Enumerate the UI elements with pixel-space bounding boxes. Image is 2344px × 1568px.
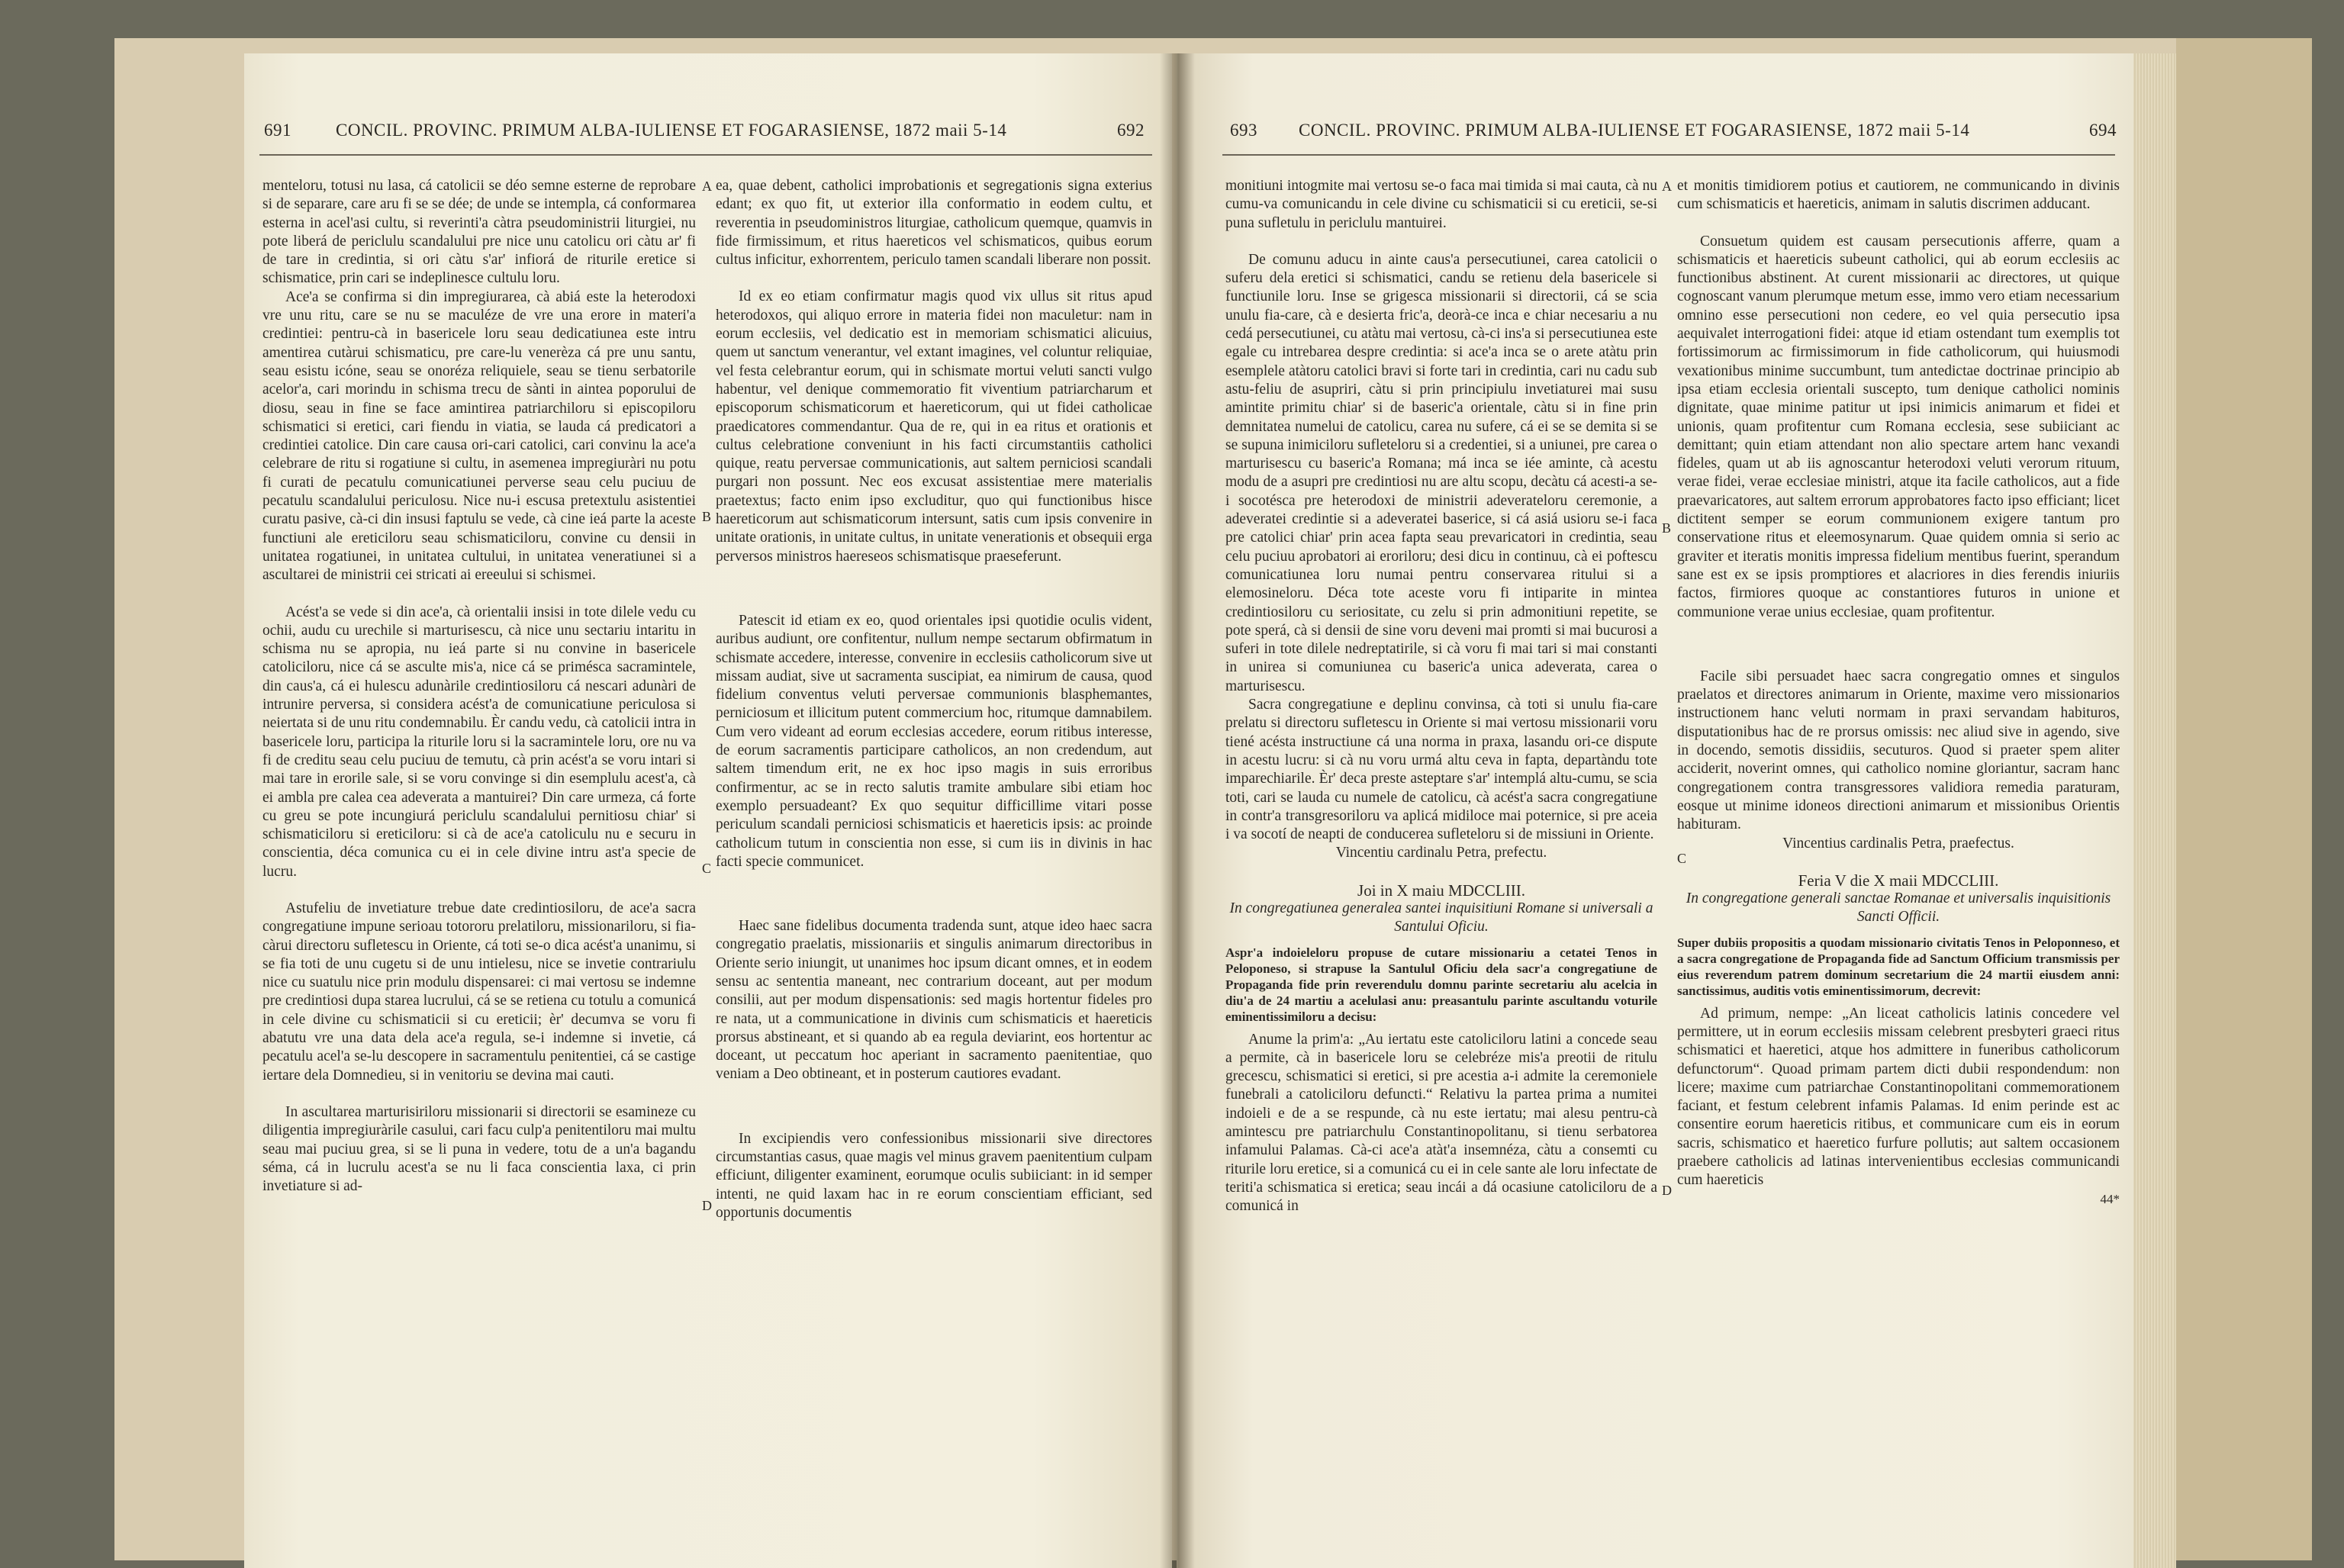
running-title: CONCIL. PROVINC. PRIMUM ALBA-IULIENSE ET FOGARASIENSE, 1872 maii 5-14 [336, 121, 1007, 140]
latin-column [1677, 177, 2120, 1209]
paragraph: Anume la prim'a: „Au iertatu este catoliciloru latini a concede seau a permite, cà in basericele loru se celebréze mis'a preotii de ritulu grecescu, schismatici si eretici, si pre acestia a-i admite la ceremoniele funebrali a catoliciloru defuncti.“ Relativu la partea prima a numitei indoieli e de a se respunde, cà nu este iertatu; mai alesu pentru-cà amintescu pre patriarchulu Constantinopolitanu, si tienu serbatorea infamului Palamas. Cà-ci ace'a atàt'a insemnéza, càtu a consemti cu riturile loru eretice, si a comunicá cu ei in cele sante ale loru infectate de teriti'a schismatica si eretica; seau incái a dá ocasiune catoliciloru de a comunicá in [1225, 1031, 1657, 1215]
signature: Vincentius cardinalis Petra, praefectus. [1782, 835, 2014, 852]
paragraph: Astufeliu de invetiature trebue date credintiosiloru, de ace'a sacra congregatiune impune serioau totororu prelatiloru, missionariloru, si fia-càrui directoru sufletescu in Oriente, cá toti se-o dica acést'a unanimu, si se fia toti de unu cugetu si de unu intielesu, nice se invetie contrariulu nice cu suatulu nice prin modulu dispensarei: ci mai vertosu se indemne pre credintiosi dupa starea lucrului, cá se se retiena cu totulu a comunicá in cele divine cu schismaticii si cu ereticii; èr' decumva se voru fi abatutu vre una data dela ace'a regula, se-i indemne si invetie, cá pecatulu acel'a se-lu descopere in sacramentulu penitentiei, cá se castige iertare dela Domnedieu, si in venitoriu se devina mai cauti. [262, 900, 696, 1083]
page-number: 692 [1117, 121, 1145, 140]
latin-column [716, 177, 1152, 1222]
right-page [1177, 53, 2133, 1568]
paragraph: Patescit id etiam ex eo, quod orientales ipsi quotidie oculis vident, auribus audiunt, ore confitentur, nullum nempe sectarum obfirmatum in schismate accedere, interesse, convenire in ecclesiis catholicorum sive ut missam audiat, sive ut sacramenta suscipiat, ea nimirum de causa, quod fidelium conventus veluti perversae communionis blasphemantes, perniciosum et illicitum putent commercium hoc, ritumque damnabilem. Cum vero videant ad eorum ecclesias accedere, eorum ritibus interesse, de eorum sacramentis participare catholicos, an non credendum, aut saltem timendum erit, ne ex hoc ipso magis in suis erroribus confirmentur, ac se in recto salutis tramite ambulare sibi etiam hoc exemplo persuadeant? Ex quo sequitur difficillime vitari posse periculum scandali perniciosi schismaticis et haereticis ipsis: ac proinde catholicum tutum in conscientia non esse, si cum iis in divinis in hac facti specie communicet. [716, 612, 1152, 870]
right-page-header [1177, 121, 2133, 151]
page-edges [2133, 53, 2176, 1568]
page-number: 693 [1230, 121, 1257, 140]
page-number: 694 [2089, 121, 2117, 140]
decree-summary: Super dubiis propositis a quodam missionario civitatis Tenos in Peloponneso, et a sacra congregatione de Propaganda fide ad Sanctum Officium transmissis per eius reverendum patrem dominum secretarium die 24 martii eiusdem anni: sanctissimus, auditis votis eminentissimorum, decrevit: [1677, 935, 2120, 998]
section-marker: C [1677, 851, 1687, 866]
section-marker: D [702, 1198, 712, 1213]
page-number: 691 [264, 121, 291, 140]
left-page-header [244, 121, 1172, 151]
section-marker: D [1662, 1183, 1672, 1198]
paragraph: ea, quae debent, catholici improbationis et segregationis signa exterius edant; ex quo fit, ut exterior illa conformatio in eodem cultu, et reverentia in pseudoministros liturgiae, catholicum quemque, quamvis in fide firmissimum, et ritus haereticos vel schismaticos, quibus eorum cultus inficitur, exhorrentem, periculo tamen scandali liberare non possit. [716, 178, 1152, 269]
paragraph: In ascultarea marturisiriloru missionarii si directorii se esamineze cu diligentia impregiuràrile casului, cari facu culp'a penitentiloru mai multu seau mai puciuu grea, si se li puna in vedere, totu de a un'a bagandu séma, cá in lucrulu acest'a se nu li faca conscientia laxa, ci prin invetiature si ad- [262, 1103, 696, 1195]
romanian-column [262, 177, 696, 1196]
section-heading: Feria V die X maii MDCCLIII. [1798, 871, 1999, 890]
paragraph: In excipiendis vero confessionibus missionarii sive directores circumstantias casus, quae magis vel minus gravem paenitentium culpam efficiunt, diligenter examinent, eorumque oculis subiiciant: in id semper intenti, ne quid laxam hac in re eorum conscientiam efficiant, sed opportunis documentis [716, 1130, 1152, 1221]
section-subheading: In congregatiunea generalea santei inquisitiuni Romane si universali a Santului Oficiu. [1229, 900, 1653, 935]
header-rule [259, 154, 1152, 156]
section-marker: B [1662, 520, 1672, 536]
paragraph: Sacra congregatiune e deplinu convinsa, cà toti si unulu fia-care prelatu si directoru sufletescu in Oriente si mai vertosu missionarii voru tiené acésta instructiune cá una norma in praxa, lasandu ori-ce dispute in acestu lucru: si cà nu voru urmá altu ceva in fapta, departàndu tote imparechiarile. Èr' deca preste asteptare s'ar' intemplá altu-cumu, se scia toti, cari se lauda cu numele de catolicu, cà acést'a sacra congregatiune in contr'a transgresoriloru va aplicá midiloce mai poternice, si pre aceia i va socotí de neapti de conducerea sufleteloru si de missiuni in Oriente. [1225, 697, 1657, 843]
decree-summary: Aspr'a indoieleloru propuse de cutare missionariu a cetatei Tenos in Peloponeso, si strapuse la Santulul Oficiu dela sacr'a congregatiune de Propaganda fide prin reverendulu domnu parinte secretariu alu acelcia in diu'a de 24 martiu a acelulasi anu: preasantulu parinte ascultandu voturile eminentissimiloru a decisu: [1225, 945, 1657, 1024]
left-page [244, 53, 1172, 1568]
book-cover [2176, 38, 2312, 1560]
paragraph: Ace'a se confirma si din impregiurarea, cà abiá este la heterodoxi vre unu ritu, care se nu se maculéze de vre una erore in materi'a credintiei: pentru-cà in basericele loru seau dedicatiunea este intru amentirea cutàrui schismaticu, pre care-lu venerèza cá pre unu santu, seau esistu icóne, seau se onoréza reliquiele, seau se tienu serbatorile acelor'a, cari morindu in schisma trecu de sànti in aintea poporului de diosu, seau in fine se face amintirea patriarchiloru si episcopiloru schismatici si eretici, cari fiendu in viatia, se lauda cá predicatori a credintiei catolice. Din care causa ori-cari catolici, cari convinu la ace'a celebrare de ritu si rogatiune si cultu, in asemenea impregiuràri nu potu fi curati de pecatulu comunicatiunei perverse seau celu puciuu de pecatulu scandalului periculosu. Nice nu-i escusa pretextulu asistentiei curatu pasive, cà-ci din insusi faptulu se vede, cà cine ieá parte la aceste functiuni ale ereticiloru seau schismaticiloru, convine cu densii in unitatea rogatiunei, in unitatea cultului, in unitatea veneratiunei si a ascultarei de ministrii cei stricati ai ereeului si schismei. [262, 288, 696, 584]
section-marker: B [702, 509, 712, 524]
signature: Vincentiu cardinalu Petra, prefectu. [1335, 845, 1547, 861]
paragraph: De comunu aducu in ainte caus'a persecutiunei, carea catolicii o suferu dela eretici si schismatici, candu se retienu dela basericele si functiunile loru. Inse se grigesca missionarii si directorii, cá se scia unulu fia-care, cà e desierta fric'a, deorà-ce inca e chiar necesariu a nu cedá persecutiunei, cu atàtu mai vertosu, cà-ci ins'a si persecutiunea este egale cu intrebarea despre credintia: si ace'a inca se o arete atàtu prin esemplele atàtoru catolici bravi si forte tari in credintia, cari nu cadu sub astu-feliu de asupriri, càtu si prin principiulu invetiaturei mai susu amintite primitu chiar' si de baseric'a orientale, càtu si in fine prin demnitatea numelui de catolicu, carea nu sufere, cá ei se se demita si se se supuna inimiciloru sufleteloru si a credentiei, si a uniunei, pre carea o marturisescu cu baseric'a Romana; má inca se iée aminte, cà acestu modu de a asupri pre credintiosi nu are altu scopu, decàtu cá acesti-a se-i socotésca pre heterodoxi de ministrii adeverateloru ceremonie, a adeveratei credintie si a adeveratei baserice, si cá asiá usioru se-i faca pre catolici chiar' prin acea fapta seau prevaricatori in credintia, seau celu puciuu aprobatori ai eroriloru; desi dicu in continuu, cà ei poftescu comunicatiunea loru numai pentru conservarea ritului si a elemosineloru. Déca tote aceste voru fi intiparite in mintea credintiosiloru cu seriositate, cu zelu si prin admonitiuni repetite, se pote sperá, cà si densii de sine voru deveni mai promti si mai bucurosi a suferi in tote dilele nedreptatirile, si cà voru fi mai tari si mai constanti in unirea si comuniunea cu baseric'a unica adeverata, carea o marturisescu. [1225, 251, 1657, 694]
paragraph: Id ex eo etiam confirmatur magis quod vix ullus sit ritus apud heterodoxos, qui aliquo errore in materia fidei non maculetur: nam in eorum ecclesiis, vel dedicatio est in memoriam schismatici alicuius, quem ut sanctum venerantur, vel extant imagines, vel coluntur reliquiae, vel festa celebrantur eorum, qui in schismate mortui veluti sancti vulgo habentur, vel denique commemoratio fit viventium patriarcharum et episcoporum schismaticorum et haereticorum, qui ut fidei catholicae praedicatores commendantur. Qua de re, qui in ea ritus et orationis et cultus celebratione conveniunt in his facti circumstantiis catholici quique, reatu perversae communicationis, aut saltem perniciosi scandali purgari non possunt. Nec eos excusat assistentiae mere materialis praetextus; facto enim ipso excluditur, quo qui functionibus hisce haereticorum aut schismaticorum intersunt, satis cum ipsis convenire in unitate orationis, in unitate cultus, in unitate venerationis et obsequii erga perversos ministros haereseos schismatisque praeseferunt. [716, 288, 1152, 565]
paragraph: menteloru, totusi nu lasa, cá catolicii se déo semne esterne de reprobare si de separare, care aru fi se se dée; de unde se intempla, cá conformarea esterna in acel'asi cultu, si reverinti'a càtra pseudoministrii liturgiei, nu pote liberá de periclulu scandalului pre nice unu catolicu ori càtu ar' fi de tare in credintia, si ori càtu s'ar' infiorá de riturile eretice si schismatice, prin cari se indeplinesce cultulu loru. [262, 178, 696, 287]
header-rule [1222, 154, 2115, 156]
paragraph: Facile sibi persuadet haec sacra congregatio omnes et singulos praelatos et directores animarum in Oriente, maxime vero missionarios instructionem hanc veluti normam in praxi servandam habituros, disputationibus hac de re prorsus omissis: nec aliud sive in agendo, sive in docendo, semotis dissidiis, secuturos. Quod si praeter spem aliter acciderit, noverint omnes, qui catholico nomine gloriantur, sacram hanc congregationem contra transgressores validiora remedia paraturam, eosque ut minime idoneos directioni animarum et missionibus Orientis habituram. [1677, 668, 2120, 833]
section-marker: A [702, 179, 712, 194]
paragraph: Acést'a se vede si din ace'a, cà orientalii insisi in tote dilele vedu cu ochii, audu cu urechile si marturisescu, cà nice unu sectariu intaritu in schisma nu se apropia, nu ieá parte si nu convine in basericele catoliciloru, nice cá se asculte mis'a, nice cá se primésca sacramintele, din caus'a, cá ei hulescu adunàrile credintiosiloru cá nescari adunàri de intrunire perversa, si considera acést'a de comunicatiune periculosa si neiertata si de unu ritu condemnabilu. Èr candu vedu, cà catolicii intra in basericele loru, participa la riturile loru si la sacramintele loru, ore nu va fi de creditu seau celu puciuu de temutu, cà prin acést'a se voru intari si mai tare in erorile sale, si se voru convinge si din esemplulu acest'a, cà ei ambla pre calea cea adeverata a mantuirei? Din care urmeza, cá forte cu greu se pote incungiurá periclulu scandalului pernitiosu chiar' si schismaticiloru si ereticiloru: si cà de ace'a catoliculu nu e securu in conscientia, déca comunica cu ei in cele divine intru ast'a specie de lucru. [262, 604, 696, 880]
section-marker: C [702, 861, 712, 876]
romanian-column [1225, 177, 1657, 1216]
paragraph: monitiuni intogmite mai vertosu se-o faca mai timida si mai cauta, cà nu cumu-va comunicandu in cele divine cu schismaticii si cu ereticii, se-si puna sufletulu in periclulu mantuirei. [1225, 178, 1657, 231]
book-gutter [1160, 53, 1195, 1568]
running-title: CONCIL. PROVINC. PRIMUM ALBA-IULIENSE ET FOGARASIENSE, 1872 maii 5-14 [1299, 121, 1970, 140]
book [114, 38, 2312, 1560]
section-heading: Joi in X maiu MDCCLIII. [1357, 881, 1525, 900]
paragraph: Consuetum quidem est causam persecutionis afferre, quam a schismaticis et haereticis subeunt catholici, qui ab eorum ecclesiis ac functionibus abstinent. At curent missionarii ac directores, ut quique cognoscant vanum plerumque metum esse, immo vero etiam necessarium omnino esse persecutioni non cedere, eo vel quia persecutio ipsa aequivalet interrogationi fidei: atque id etiam ostendant tum exemplis tot fortissimorum ac firmissimorum in fide catholicorum, qui huiusmodi vexationibus minime succumbunt, tum antedictae doctrinae principio ab ipsa etiam ecclesia orientali suscepto, tum denique catholici nominis dignitate, quae minime patitur ut ipsi inimicis animarum et fidei et unionis, quam profitentur cum Romana ecclesia, sese subiiciant ac demittant; quin etiam attendant non alio spectare artem hanc vexandi fideles, quam ut ab iis agnoscantur heterodoxi veluti verorum rituum, verae fidei, verae ecclesiae ministri, atque ita facile catholicos, aut a fide praevaricatores, aut saltem errorum approbatores facto ipso efficiant; licet dictitent semper se eorum communionem exigere tantum pro conservatione ritus et eleemosynarum. Quae quidem omnia si serio ac graviter et iteratis monitis impressa fidelium mentibus fuerint, sperandum sane est ex se ipsis promptiores et alacriores in dies ferendis iniuriis factos, firmiores quoque ac constantiores futuros in unione et communione verae unius ecclesiae, quam profitentur. [1677, 233, 2120, 620]
signature-mark: 44* [2100, 1191, 2120, 1206]
section-marker: A [1662, 179, 1672, 194]
paragraph: Haec sane fidelibus documenta tradenda sunt, atque ideo haec sacra congregatio praelatis, missionariis et singulis animarum directoribus in Oriente serio iniungit, ut unanimes hoc ipsum dicant omnes, et in eodem sensu ac sententia maneant, nec contrarium doceant, aut per modum consilii, aut per modum dispensationis: sed magis hortentur fideles pro re nata, ut a communicatione in divinis cum schismaticis et haereticis prorsus abstineant, et si quando ab ea regula deviarint, eos hortentur ac doceant, ut peccatum hoc aperiant in sacramento paenitentiae, quo veniam a Deo obtineant, et in posterum cautiores evadant. [716, 918, 1152, 1083]
paragraph: Ad primum, nempe: „An liceat catholicis latinis concedere vel permittere, ut in eorum ecclesiis missam celebrent presbyteri graeci ritus schismatici et haeretici, atque hos admittere in funeribus catholicorum defunctorum“. Quoad primam partem dicti dubii respondendum: non licere; maxime cum patriarchae Constantinopolitani commemorationem faciant, et festum celebrent infamis Palamas. Id enim perinde est ac consentire eorum haereticis ritibus, et communicare cum eis in eorum sacris, schismatico et haeretico furfure pollutis; aut saltem occasionem praebere catholicis ad latinas intervenientibus ecclesias communicandi cum haereticis [1677, 1005, 2120, 1189]
paragraph: et monitis timidiorem potius et cautiorem, ne communicando in divinis cum schismaticis et haereticis, animam in salutis discrimen adducant. [1677, 178, 2120, 213]
section-subheading: In congregatione generali sanctae Romanae et universalis inquisitionis Sancti Officii. [1686, 890, 2111, 926]
